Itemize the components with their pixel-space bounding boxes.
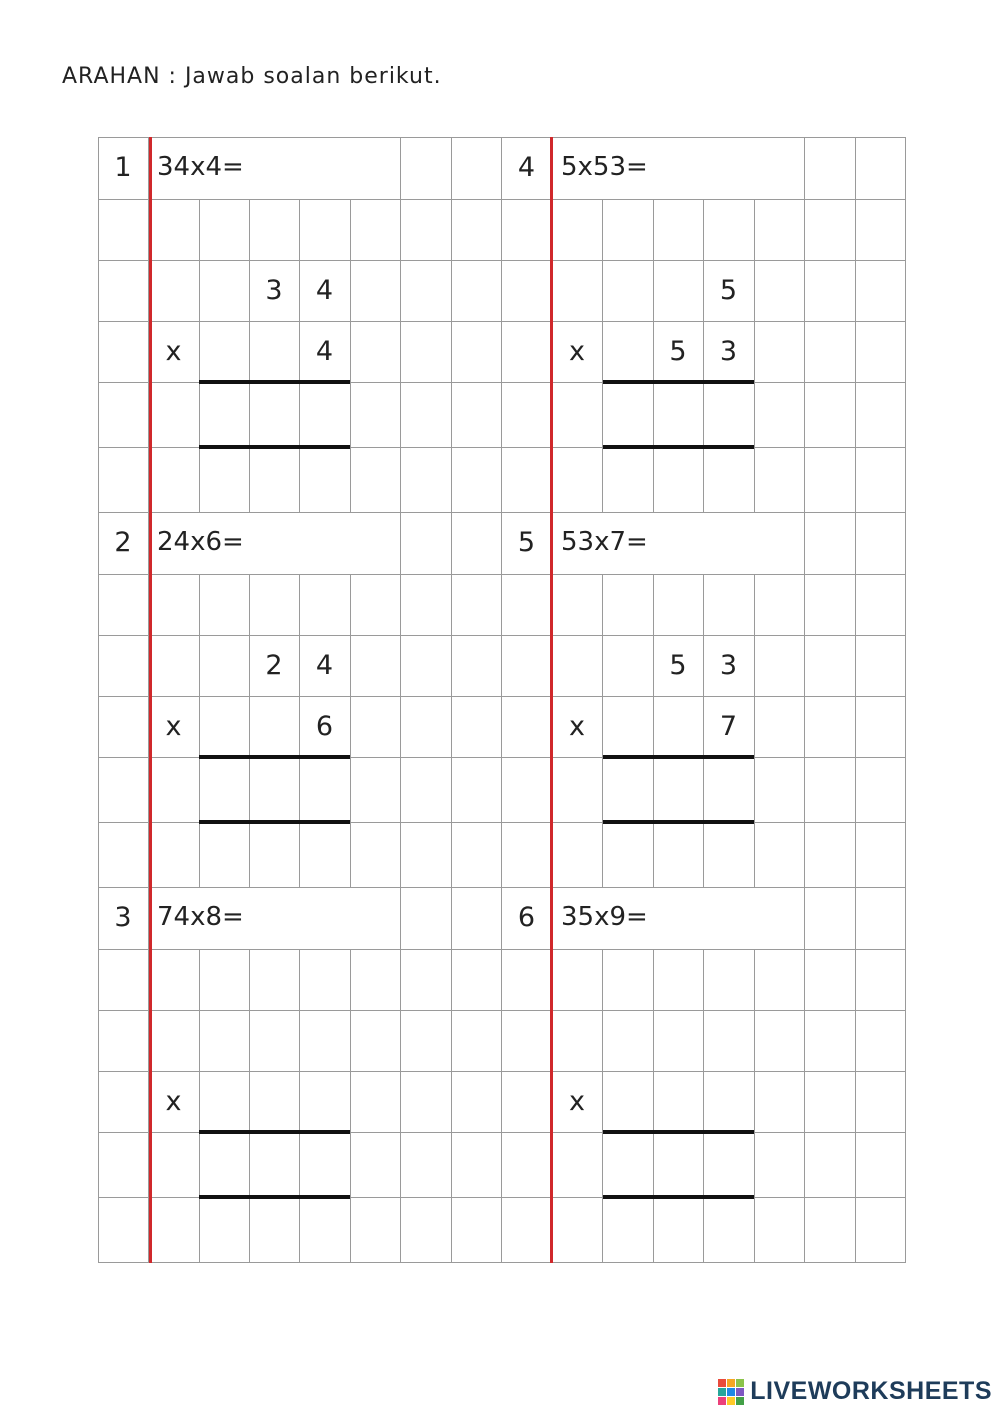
grid-cell <box>602 949 654 1011</box>
grid-cell <box>804 949 856 1011</box>
answer-cell[interactable] <box>249 822 300 888</box>
multiply-sign: x <box>569 1085 585 1117</box>
grid-cell <box>400 696 452 758</box>
grid-cell <box>703 199 755 261</box>
grid-cell <box>804 447 856 513</box>
grid-cell <box>855 447 906 513</box>
grid-cell <box>602 321 654 383</box>
grid-cell <box>451 822 502 888</box>
answer-cell[interactable] <box>602 1197 654 1263</box>
digit: 5 <box>719 274 738 306</box>
answer-cell[interactable] <box>653 1132 704 1198</box>
grid-cell <box>754 1071 805 1133</box>
grid-cell <box>98 260 149 322</box>
digit: 7 <box>719 710 738 742</box>
logo-square <box>736 1397 744 1405</box>
answer-cell[interactable] <box>299 382 351 448</box>
grid-cell <box>400 1197 452 1263</box>
grid-cell <box>754 757 805 823</box>
logo-square <box>727 1397 735 1405</box>
problem-number: 4 <box>517 152 536 183</box>
grid-cell <box>754 574 805 636</box>
problem-number: 6 <box>517 902 536 933</box>
grid-cell <box>98 1197 149 1263</box>
grid-cell <box>400 1010 452 1072</box>
digit: 3 <box>719 335 738 367</box>
answer-line <box>199 820 350 824</box>
instruction-text: ARAHAN : Jawab soalan berikut. <box>62 64 442 89</box>
multiply-sign: x <box>165 1085 182 1117</box>
answer-cell[interactable] <box>249 757 300 823</box>
grid-cell <box>451 1132 502 1198</box>
grid-cell <box>400 321 452 383</box>
multiply-sign: x <box>165 335 182 367</box>
grid-cell <box>855 696 906 758</box>
answer-cell[interactable] <box>602 757 654 823</box>
grid-cell <box>855 1197 906 1263</box>
answer-cell[interactable] <box>602 822 654 888</box>
grid-cell <box>804 1010 856 1072</box>
answer-cell[interactable] <box>299 822 351 888</box>
grid-cell <box>98 1010 149 1072</box>
problem-title: 5x53= <box>561 152 648 182</box>
grid-cell <box>855 1071 906 1133</box>
answer-cell[interactable] <box>653 757 704 823</box>
grid-cell <box>400 1071 452 1133</box>
grid-cell <box>855 574 906 636</box>
answer-cell[interactable] <box>299 447 351 513</box>
grid-cell <box>804 696 856 758</box>
grid-cell <box>299 574 351 636</box>
grid-cell <box>501 199 553 261</box>
grid-cell <box>98 696 149 758</box>
grid-cell <box>855 199 906 261</box>
grid-cell <box>804 1071 856 1133</box>
problem-number: 2 <box>114 527 132 558</box>
grid-cell <box>249 696 300 758</box>
answer-line <box>603 1130 754 1134</box>
answer-cell[interactable] <box>703 1132 755 1198</box>
grid-cell <box>501 757 553 823</box>
grid-cell <box>804 757 856 823</box>
grid-cell <box>451 949 502 1011</box>
grid-cell <box>350 199 401 261</box>
grid-cell <box>199 199 250 261</box>
digit: 4 <box>315 274 334 306</box>
grid-cell <box>98 382 149 448</box>
grid-cell <box>451 696 502 758</box>
digit: 3 <box>265 274 283 306</box>
grid-cell <box>754 321 805 383</box>
grid-cell <box>501 260 553 322</box>
grid-cell <box>552 822 603 888</box>
multiply-sign: x <box>165 710 182 742</box>
grid-cell <box>350 447 401 513</box>
grid-cell <box>703 949 755 1011</box>
answer-cell[interactable] <box>653 822 704 888</box>
grid-cell <box>754 949 805 1011</box>
digit: 6 <box>315 710 334 742</box>
multiply-sign: x <box>569 710 585 742</box>
problem-title: 35x9= <box>561 902 648 932</box>
grid-cell <box>804 822 856 888</box>
answer-cell[interactable] <box>299 1132 351 1198</box>
grid-cell <box>855 1010 906 1072</box>
grid-cell <box>400 1132 452 1198</box>
grid-cell <box>98 447 149 513</box>
logo-square <box>718 1379 726 1387</box>
answer-line <box>603 1195 754 1199</box>
answer-cell[interactable] <box>249 447 300 513</box>
grid-cell <box>552 1197 603 1263</box>
grid-cell <box>400 382 452 448</box>
grid-cell <box>249 574 300 636</box>
grid-cell <box>552 199 603 261</box>
grid-cell <box>754 1132 805 1198</box>
grid-cell <box>501 822 553 888</box>
grid-cell <box>501 574 553 636</box>
grid-cell <box>602 696 654 758</box>
grid-cell <box>98 635 149 697</box>
answer-cell[interactable] <box>703 822 755 888</box>
grid-cell <box>754 382 805 448</box>
grid-cell <box>249 199 300 261</box>
grid-cell <box>501 321 553 383</box>
digit: 5 <box>669 335 687 367</box>
grid-cell <box>350 574 401 636</box>
grid-cell <box>199 1010 250 1072</box>
grid-cell <box>602 1010 654 1072</box>
answer-cell[interactable] <box>703 447 755 513</box>
answer-line <box>199 380 350 384</box>
grid-cell <box>451 512 502 575</box>
grid-cell <box>653 199 704 261</box>
grid-cell <box>501 1010 553 1072</box>
logo-square <box>727 1388 735 1396</box>
grid-cell <box>451 447 502 513</box>
grid-cell <box>451 321 502 383</box>
answer-cell[interactable] <box>199 1132 250 1198</box>
grid-cell <box>400 447 452 513</box>
logo-square <box>727 1379 735 1387</box>
grid-cell <box>855 321 906 383</box>
grid-cell <box>350 1071 401 1133</box>
grid-cell <box>350 696 401 758</box>
grid-cell <box>148 199 200 261</box>
grid-cell <box>552 635 603 697</box>
grid-cell <box>552 949 603 1011</box>
grid-cell <box>501 382 553 448</box>
grid-cell <box>98 321 149 383</box>
grid-cell <box>350 321 401 383</box>
grid-cell <box>451 635 502 697</box>
grid-cell <box>451 382 502 448</box>
grid-cell <box>855 137 906 200</box>
multiply-sign: x <box>569 335 585 367</box>
digit: 4 <box>315 335 334 367</box>
grid-cell <box>199 949 250 1011</box>
digit: 2 <box>265 649 283 681</box>
grid-cell <box>602 199 654 261</box>
grid-cell <box>804 887 856 950</box>
problem-title: 34x4= <box>157 152 244 182</box>
grid-cell <box>350 635 401 697</box>
grid-cell <box>350 757 401 823</box>
grid-cell <box>754 635 805 697</box>
grid-cell <box>148 447 200 513</box>
grid-cell <box>350 822 401 888</box>
grid-cell <box>855 822 906 888</box>
grid-cell <box>350 1010 401 1072</box>
grid-cell <box>855 1132 906 1198</box>
answer-cell[interactable] <box>653 1197 704 1263</box>
grid-cell <box>653 949 704 1011</box>
grid-cell <box>552 382 603 448</box>
grid-cell <box>400 199 452 261</box>
grid-cell <box>855 949 906 1011</box>
grid-cell <box>98 822 149 888</box>
problem-number: 3 <box>114 902 132 933</box>
grid-cell <box>148 574 200 636</box>
problem-number: 1 <box>114 152 132 183</box>
grid-cell <box>451 1071 502 1133</box>
logo-square <box>718 1388 726 1396</box>
grid-cell <box>299 199 351 261</box>
grid-cell <box>602 260 654 322</box>
grid-cell <box>855 757 906 823</box>
answer-cell[interactable] <box>199 382 250 448</box>
grid-cell <box>400 137 452 200</box>
grid-cell <box>451 574 502 636</box>
grid-cell <box>299 1010 351 1072</box>
grid-cell <box>552 260 603 322</box>
grid-cell <box>148 1010 200 1072</box>
answer-cell[interactable] <box>299 757 351 823</box>
problem-number: 5 <box>517 527 536 558</box>
logo-square <box>736 1379 744 1387</box>
grid-cell <box>199 696 250 758</box>
grid-cell <box>501 1132 553 1198</box>
grid-cell <box>804 321 856 383</box>
liveworksheets-logo-icon <box>718 1379 744 1405</box>
answer-cell[interactable] <box>249 1132 300 1198</box>
answer-cell[interactable] <box>703 1197 755 1263</box>
answer-line <box>603 820 754 824</box>
answer-cell[interactable] <box>653 447 704 513</box>
answer-line <box>199 1130 350 1134</box>
logo-square <box>718 1397 726 1405</box>
grid-cell <box>754 822 805 888</box>
answer-cell[interactable] <box>602 1132 654 1198</box>
answer-cell[interactable] <box>249 382 300 448</box>
grid-cell <box>754 199 805 261</box>
answer-line <box>199 445 350 449</box>
grid-cell <box>501 1071 553 1133</box>
problem-title: 74x8= <box>157 902 244 932</box>
answer-line <box>199 755 350 759</box>
grid-cell <box>199 574 250 636</box>
grid-cell <box>653 1010 704 1072</box>
answer-line <box>199 1195 350 1199</box>
grid-cell <box>249 949 300 1011</box>
grid-cell <box>350 949 401 1011</box>
grid-cell <box>148 949 200 1011</box>
grid-cell <box>501 949 553 1011</box>
grid-cell <box>98 949 149 1011</box>
grid-cell <box>552 574 603 636</box>
grid-cell <box>400 822 452 888</box>
grid-cell <box>98 1132 149 1198</box>
grid-cell <box>552 757 603 823</box>
grid-cell <box>804 635 856 697</box>
answer-cell[interactable] <box>703 382 755 448</box>
grid-cell <box>98 574 149 636</box>
problem-title: 53x7= <box>561 527 648 557</box>
grid-cell <box>501 696 553 758</box>
grid-cell <box>350 1197 401 1263</box>
grid-cell <box>451 137 502 200</box>
grid-cell <box>804 1132 856 1198</box>
grid-cell <box>350 260 401 322</box>
grid-cell <box>400 635 452 697</box>
grid-cell <box>148 635 200 697</box>
grid-cell <box>754 447 805 513</box>
answer-cell[interactable] <box>602 382 654 448</box>
grid-cell <box>501 635 553 697</box>
grid-cell <box>400 574 452 636</box>
answer-cell[interactable] <box>602 447 654 513</box>
answer-line <box>603 380 754 384</box>
grid-cell <box>552 447 603 513</box>
grid-cell <box>148 1197 200 1263</box>
grid-cell <box>501 447 553 513</box>
grid-cell <box>804 199 856 261</box>
grid-cell <box>350 382 401 448</box>
digit: 4 <box>315 649 334 681</box>
grid-cell <box>552 1132 603 1198</box>
grid-cell <box>451 260 502 322</box>
logo-text: LIVEWORKSHEETS <box>750 1377 992 1405</box>
grid-cell <box>653 1071 704 1133</box>
grid-cell <box>855 260 906 322</box>
grid-cell <box>804 512 856 575</box>
grid-cell <box>451 757 502 823</box>
grid-cell <box>98 1071 149 1133</box>
grid-cell <box>602 574 654 636</box>
grid-cell <box>199 260 250 322</box>
liveworksheets-logo <box>718 1377 992 1406</box>
grid-cell <box>703 574 755 636</box>
grid-cell <box>552 1010 603 1072</box>
grid-cell <box>855 887 906 950</box>
answer-line <box>603 445 754 449</box>
answer-cell[interactable] <box>703 757 755 823</box>
grid-cell <box>249 1010 300 1072</box>
grid-cell <box>400 887 452 950</box>
grid-cell <box>249 321 300 383</box>
grid-cell <box>653 260 704 322</box>
answer-cell[interactable] <box>199 447 250 513</box>
grid-cell <box>754 1197 805 1263</box>
grid-cell <box>148 382 200 448</box>
answer-line <box>603 755 754 759</box>
grid-cell <box>855 382 906 448</box>
grid-cell <box>451 1010 502 1072</box>
grid-cell <box>451 1197 502 1263</box>
grid-cell <box>98 757 149 823</box>
grid-cell <box>199 321 250 383</box>
grid-cell <box>400 512 452 575</box>
grid-cell <box>350 1132 401 1198</box>
grid-cell <box>804 137 856 200</box>
grid-cell <box>804 382 856 448</box>
answer-cell[interactable] <box>653 382 704 448</box>
grid-cell <box>653 696 704 758</box>
grid-cell <box>855 512 906 575</box>
grid-cell <box>400 949 452 1011</box>
grid-cell <box>754 696 805 758</box>
grid-cell <box>299 1071 351 1133</box>
problem-title: 24x6= <box>157 527 244 557</box>
grid-cell <box>855 635 906 697</box>
grid-cell <box>400 757 452 823</box>
grid-cell <box>804 260 856 322</box>
grid-cell <box>199 635 250 697</box>
grid-cell <box>451 887 502 950</box>
answer-cell[interactable] <box>249 1197 300 1263</box>
grid-cell <box>804 1197 856 1263</box>
answer-cell[interactable] <box>199 757 250 823</box>
grid-cell <box>400 260 452 322</box>
grid-cell <box>249 1071 300 1133</box>
grid-cell <box>501 1197 553 1263</box>
grid-cell <box>754 260 805 322</box>
grid-cell <box>653 574 704 636</box>
answer-cell[interactable] <box>199 822 250 888</box>
grid-cell <box>98 199 149 261</box>
grid-cell <box>199 1071 250 1133</box>
logo-square <box>736 1388 744 1396</box>
grid-cell <box>602 1071 654 1133</box>
digit: 5 <box>669 649 687 681</box>
grid-cell <box>148 757 200 823</box>
grid-cell <box>148 1132 200 1198</box>
grid-cell <box>703 1010 755 1072</box>
grid-cell <box>299 949 351 1011</box>
grid-cell <box>703 1071 755 1133</box>
grid-cell <box>602 635 654 697</box>
answer-cell[interactable] <box>199 1197 250 1263</box>
grid-cell <box>754 1010 805 1072</box>
grid-cell <box>451 199 502 261</box>
grid-cell <box>804 574 856 636</box>
answer-cell[interactable] <box>299 1197 351 1263</box>
digit: 3 <box>719 649 738 681</box>
grid-cell <box>148 822 200 888</box>
grid-cell <box>148 260 200 322</box>
